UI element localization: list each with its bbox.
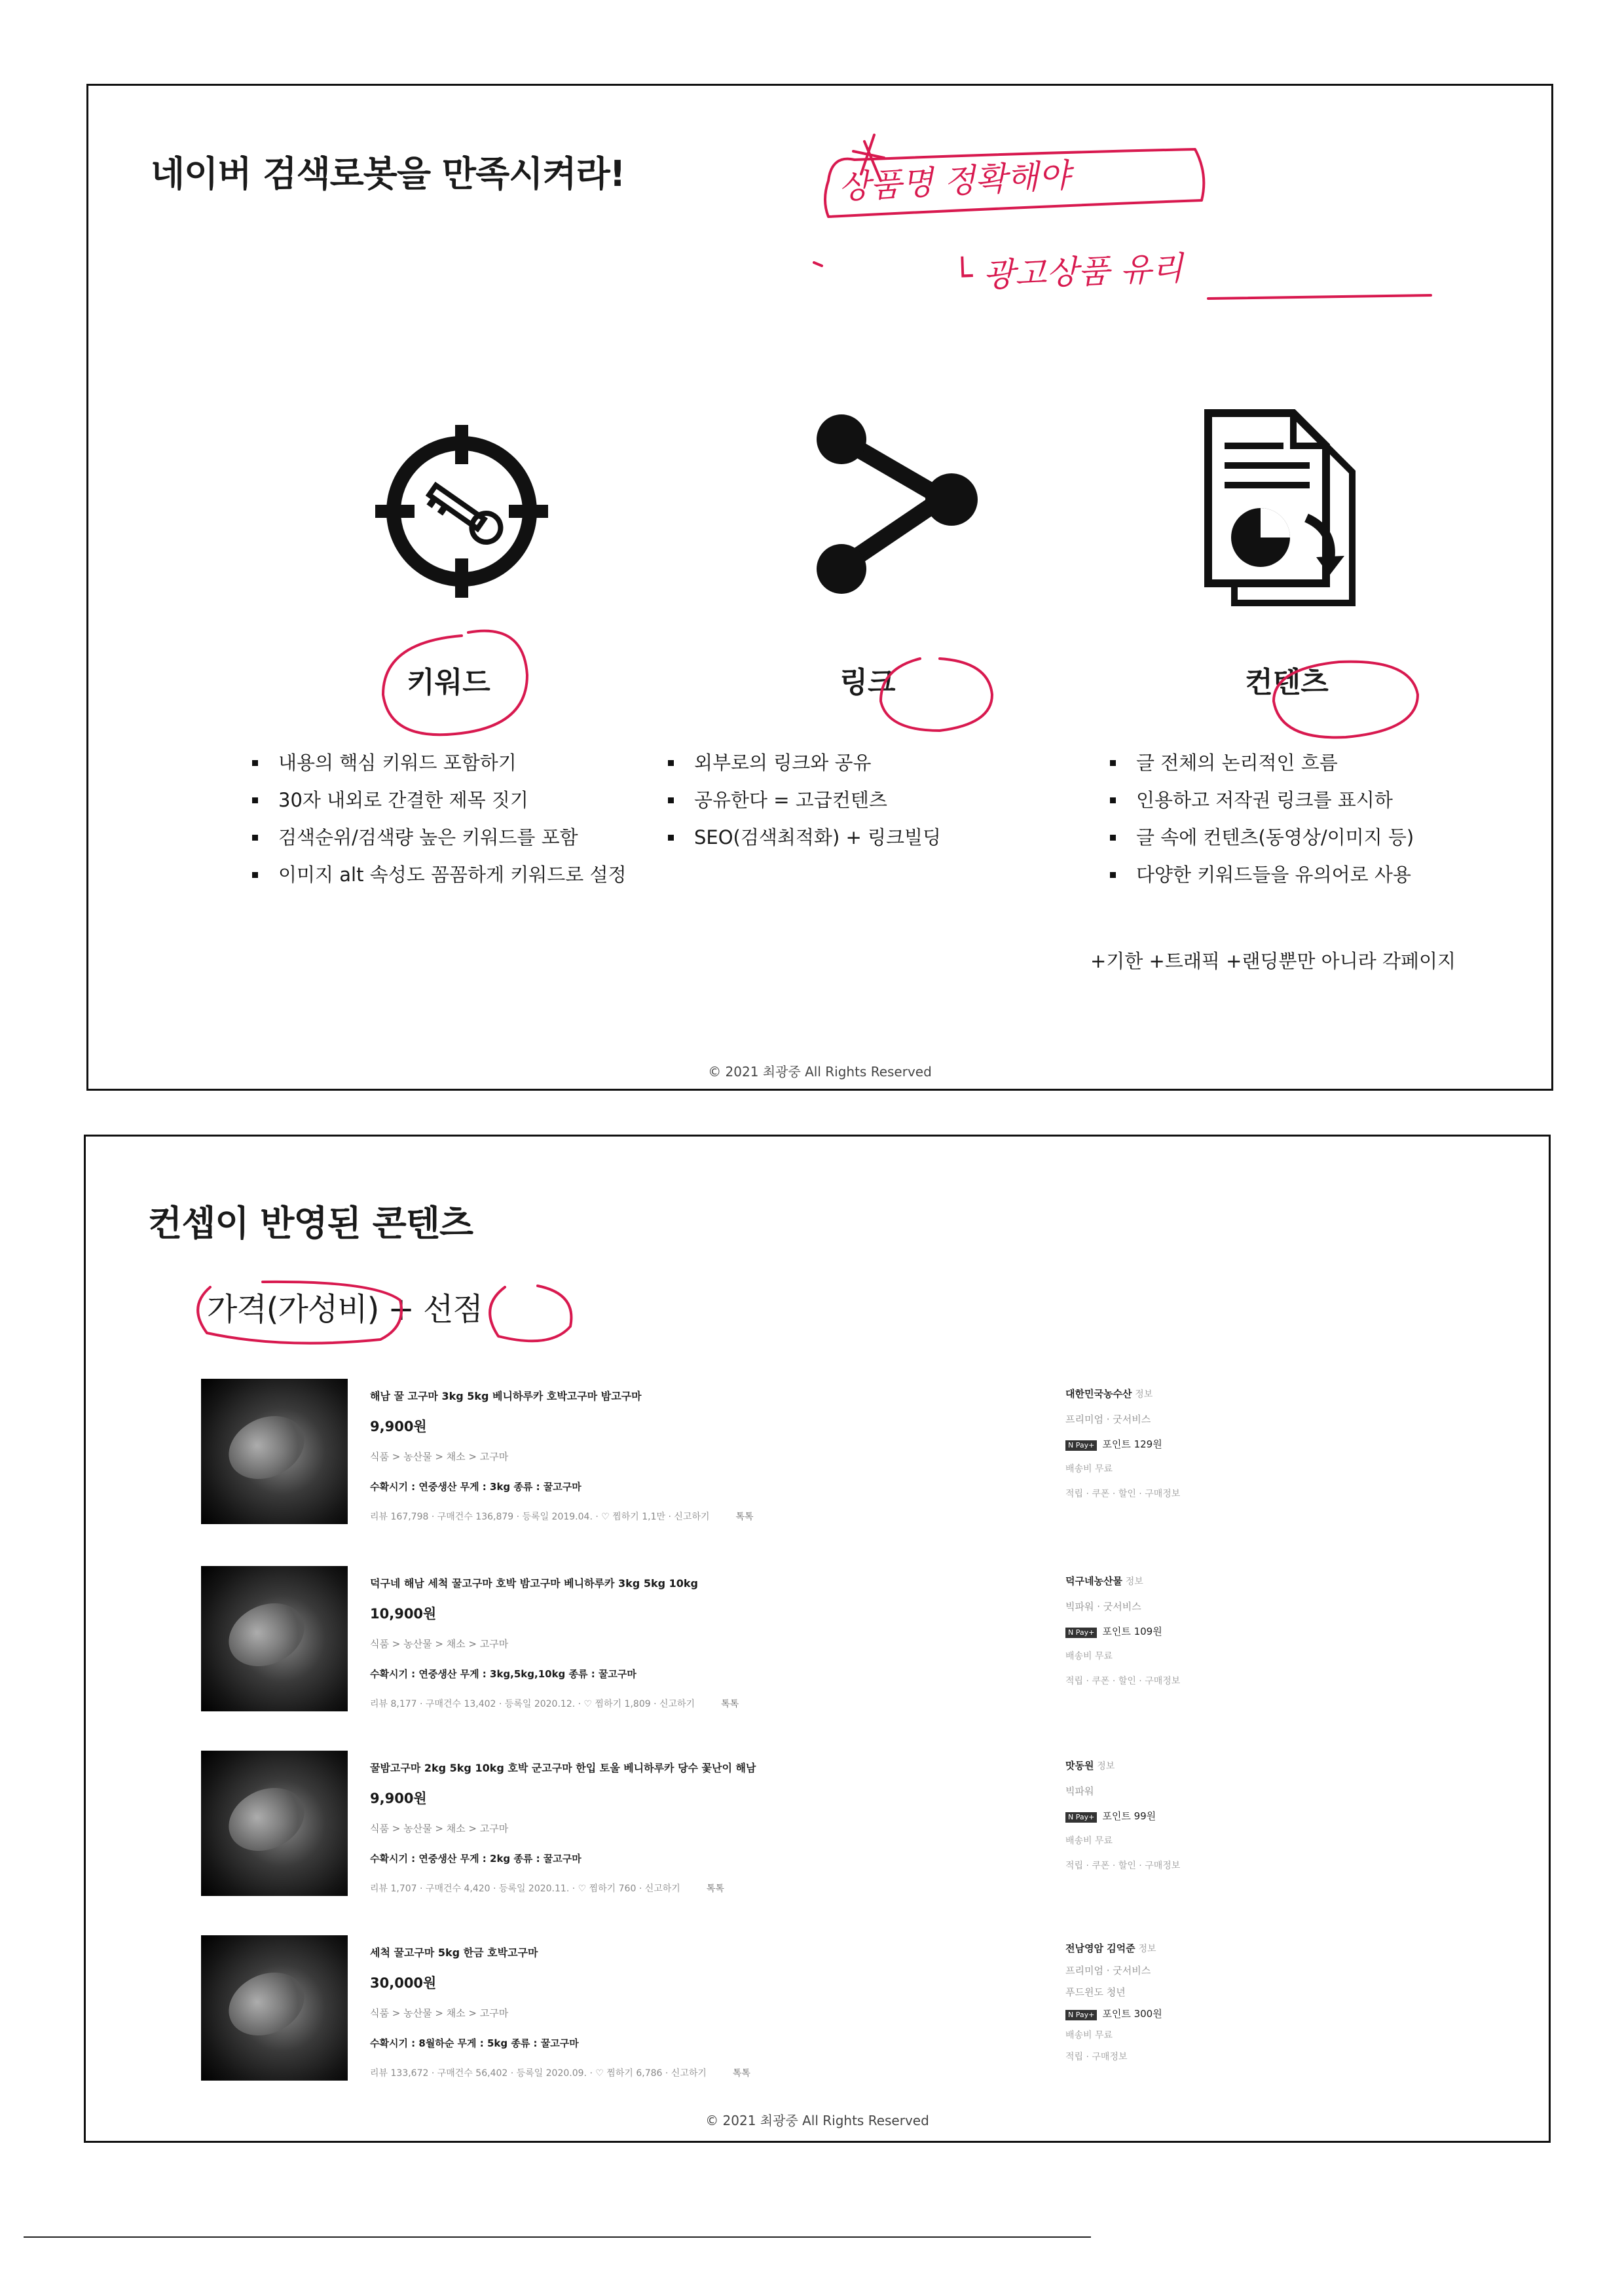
product-thumbnail[interactable]	[201, 1935, 348, 2081]
seller-grade: 프리미엄 · 굿서비스	[1065, 1965, 1151, 1977]
seller-extra: 적립 · 구매정보	[1065, 2052, 1128, 2062]
seller-info	[1065, 1569, 1180, 1694]
handwritten-circles	[184, 1267, 642, 1359]
npay-badge: N Pay+	[1065, 1812, 1097, 1823]
bullet-item: 이미지 alt 속성도 꼼꼼하게 키워드로 설정	[252, 856, 627, 894]
document-chart-icon	[1195, 407, 1378, 610]
product-listing[interactable]	[201, 1751, 1181, 1899]
seller-extra: 적립 · 쿠폰 · 할인 · 구매정보	[1065, 1676, 1181, 1686]
bullet-list-link	[668, 744, 941, 856]
seller-info	[1065, 1381, 1180, 1506]
bullet-item: 인용하고 저작권 링크를 표시하	[1110, 782, 1414, 819]
seller-tag[interactable]: 정보	[1135, 1389, 1153, 1400]
product-price: 9,900원	[370, 1791, 427, 1806]
bullet-item: 외부로의 링크와 공유	[668, 744, 941, 782]
bullet-list-contents	[1110, 744, 1414, 894]
seller-name[interactable]: 맛동원	[1065, 1760, 1094, 1772]
talk-button[interactable]: 톡톡	[735, 1512, 754, 1522]
product-meta-text: 리뷰 1,707 · 구매건수 4,420 · 등록일 2020.11. · ♡ 찜하기 760 · 신고하기	[370, 1884, 680, 1894]
seller-grade-2: 푸드윈도 청년	[1065, 1986, 1126, 1998]
handwriting-line-1: 상품명 정확해야	[837, 156, 1071, 207]
product-title[interactable]: 해남 꿀 고구마 3kg 5kg 베니하루카 호박고구마 밤고구마	[370, 1390, 642, 1402]
seller-point: 포인트 109원	[1102, 1626, 1162, 1637]
seller-point: 포인트 129원	[1102, 1438, 1162, 1450]
product-title[interactable]: 세척 꿀고구마 5kg 한금 호박고구마	[370, 1946, 538, 1959]
seller-tag[interactable]: 정보	[1138, 1944, 1156, 1954]
slide-seo-robot	[86, 84, 1553, 1091]
product-info	[370, 1569, 739, 1719]
npay-badge: N Pay+	[1065, 1440, 1097, 1451]
seller-point: 포인트 99원	[1102, 1810, 1156, 1822]
seller-info	[1065, 1938, 1162, 2068]
bullet-item: 글 속에 컨텐츠(동영상/이미지 등)	[1110, 819, 1414, 856]
product-info	[370, 1381, 754, 1532]
product-meta-text: 리뷰 167,798 · 구매건수 136,879 · 등록일 2019.04. · ♡ 찜하기 1,1만 · 신고하기	[370, 1512, 710, 1522]
slide-concept-contents	[84, 1135, 1551, 2143]
seller-tag[interactable]: 정보	[1097, 1761, 1115, 1772]
product-listing[interactable]	[201, 1566, 1181, 1714]
product-category: 식품 > 농산물 > 채소 > 고구마	[370, 1638, 509, 1650]
slide-title: 컨셉이 반영된 콘텐츠	[148, 1203, 473, 1244]
seller-name[interactable]: 전남영암 김억준	[1065, 1942, 1135, 1954]
bullet-item: 30자 내외로 간결한 제목 짓기	[252, 782, 627, 819]
talk-button[interactable]: 톡톡	[721, 1699, 739, 1709]
product-title[interactable]: 꿀밤고구마 2kg 5kg 10kg 호박 군고구마 한입 토울 베니하루카 당수 꽃난이 해남	[370, 1762, 756, 1774]
seller-grade: 프리미엄 · 굿서비스	[1065, 1413, 1151, 1425]
seller-grade: 빅파워 · 굿서비스	[1065, 1601, 1141, 1613]
npay-badge: N Pay+	[1065, 2010, 1097, 2020]
product-meta	[370, 1874, 756, 1904]
copyright-footer: © 2021 최광중 All Rights Reserved	[708, 1064, 932, 1080]
share-icon	[796, 400, 992, 610]
seller-point: 포인트 300원	[1102, 2008, 1162, 2020]
product-info	[370, 1938, 750, 2088]
product-meta-text: 리뷰 8,177 · 구매건수 13,402 · 등록일 2020.12. · ♡ 찜하기 1,809 · 신고하기	[370, 1699, 695, 1709]
product-spec: 수확시기 : 8월하순 무게 : 5kg 종류 : 꿀고구마	[370, 2037, 579, 2049]
seller-shipping: 배송비 무료	[1065, 1464, 1113, 1474]
product-category: 식품 > 농산물 > 채소 > 고구마	[370, 1451, 509, 1463]
seller-name[interactable]: 덕구네농산물	[1065, 1575, 1122, 1587]
slide-note: +기한 +트래픽 +랜딩뿐만 아니라 각페이지	[1090, 950, 1456, 972]
product-meta	[370, 1689, 739, 1719]
bullet-item: 글 전체의 논리적인 흐름	[1110, 744, 1414, 782]
talk-button[interactable]: 톡톡	[706, 1884, 724, 1894]
seller-name[interactable]: 대한민국농수산	[1065, 1388, 1132, 1400]
handwriting-line-2: └ 광고상품 유리	[952, 249, 1184, 296]
product-thumbnail[interactable]	[201, 1566, 348, 1711]
seller-shipping: 배송비 무료	[1065, 2030, 1113, 2041]
seller-shipping: 배송비 무료	[1065, 1836, 1113, 1846]
product-meta	[370, 1502, 754, 1532]
product-meta	[370, 2058, 750, 2088]
bullet-list-keyword	[252, 744, 627, 894]
page-divider	[24, 2236, 1091, 2238]
product-meta-text: 리뷰 133,672 · 구매건수 56,402 · 등록일 2020.09. · ♡ 찜하기 6,786 · 신고하기	[370, 2068, 707, 2079]
bullet-item: 검색순위/검색량 높은 키워드를 포함	[252, 819, 627, 856]
seller-tag[interactable]: 정보	[1125, 1576, 1143, 1587]
product-spec: 수확시기 : 연중생산 무게 : 3kg 종류 : 꿀고구마	[370, 1481, 581, 1493]
product-thumbnail[interactable]	[201, 1379, 348, 1524]
product-category: 식품 > 농산물 > 채소 > 고구마	[370, 1823, 509, 1834]
seller-info	[1065, 1753, 1180, 1878]
seller-extra: 적립 · 쿠폰 · 할인 · 구매정보	[1065, 1489, 1181, 1499]
product-price: 10,900원	[370, 1606, 437, 1622]
handwritten-annotation-marks	[776, 102, 1529, 377]
slide-subtitle: 가격(가성비) + 선점	[207, 1291, 483, 1328]
column-label-link: 링크	[840, 666, 896, 699]
seller-grade: 빅파워	[1065, 1785, 1094, 1797]
talk-button[interactable]: 톡톡	[732, 2068, 750, 2079]
npay-badge: N Pay+	[1065, 1628, 1097, 1638]
bullet-item: 다양한 키워드들을 유의어로 사용	[1110, 856, 1414, 894]
product-price: 30,000원	[370, 1975, 437, 1991]
product-title[interactable]: 덕구네 해남 세척 꿀고구마 호박 밤고구마 베니하루카 3kg 5kg 10kg	[370, 1577, 698, 1590]
product-thumbnail[interactable]	[201, 1751, 348, 1896]
bullet-item: 내용의 핵심 키워드 포함하기	[252, 744, 627, 782]
product-listing[interactable]	[201, 1379, 1181, 1527]
product-spec: 수확시기 : 연중생산 무게 : 2kg 종류 : 꿀고구마	[370, 1853, 581, 1865]
column-label-contents: 컨텐츠	[1245, 666, 1329, 699]
column-label-keyword: 키워드	[407, 666, 490, 699]
target-key-icon	[363, 413, 560, 610]
seller-shipping: 배송비 무료	[1065, 1651, 1113, 1662]
product-spec: 수확시기 : 연중생산 무게 : 3kg,5kg,10kg 종류 : 꿀고구마	[370, 1668, 637, 1680]
product-price: 9,900원	[370, 1419, 427, 1434]
bullet-item: SEO(검색최적화) + 링크빌딩	[668, 819, 941, 856]
slide-title: 네이버 검색로봇을 만족시켜라!	[151, 153, 625, 194]
seller-extra: 적립 · 쿠폰 · 할인 · 구매정보	[1065, 1861, 1181, 1871]
copyright-footer: © 2021 최광중 All Rights Reserved	[705, 2113, 929, 2128]
product-listing[interactable]	[201, 1935, 1162, 2083]
product-category: 식품 > 농산물 > 채소 > 고구마	[370, 2007, 509, 2019]
bullet-item: 공유한다 = 고급컨텐츠	[668, 782, 941, 819]
product-info	[370, 1753, 756, 1904]
